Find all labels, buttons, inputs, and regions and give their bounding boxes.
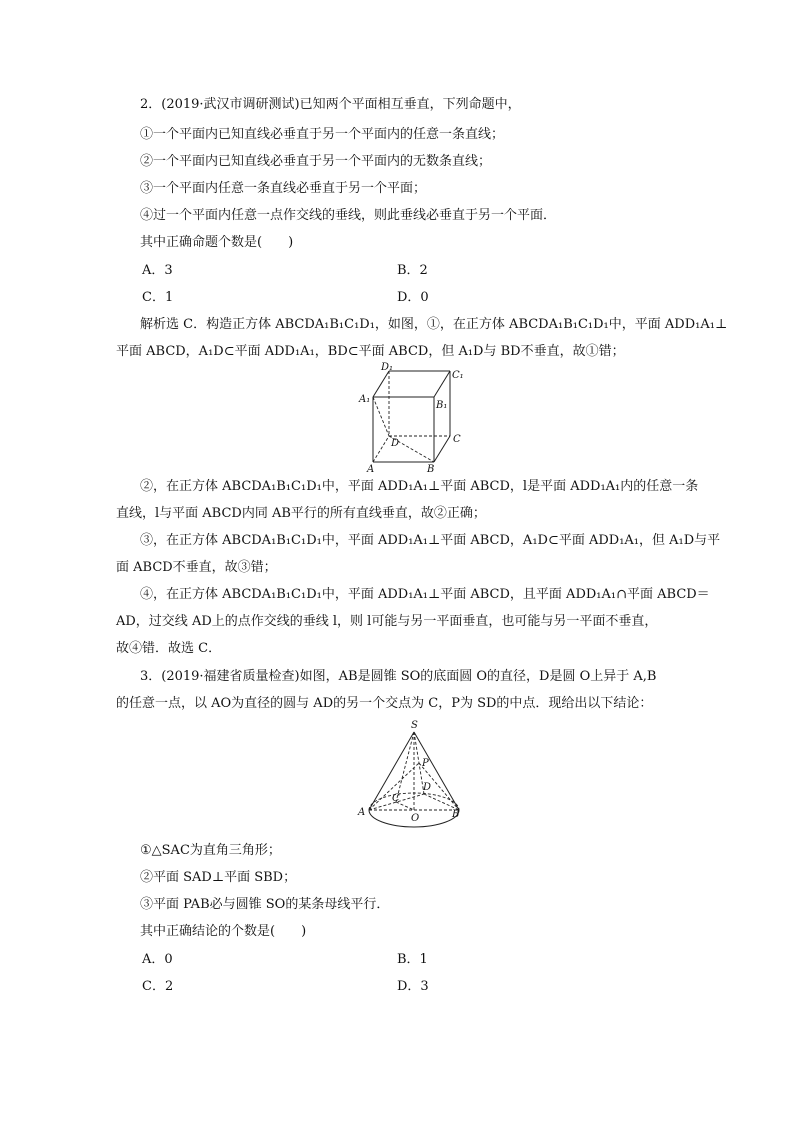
q2-choice-a: A．3 — [142, 263, 173, 278]
q3-item-1: ①△SAC为直角三角形； — [140, 843, 281, 858]
q2-item-1: ①一个平面内已知直线必垂直于另一个平面内的任意一条直线； — [140, 127, 505, 142]
q3-choice-b: B．1 — [397, 952, 428, 967]
q2-solution-line-9: 故④错．故选 C． — [116, 641, 222, 656]
cube-label-d: D — [391, 438, 400, 449]
cube-label-d1: D₁ — [381, 362, 394, 373]
cube-label-b: B — [427, 464, 435, 474]
cone-label-p: P — [422, 758, 429, 769]
cube-label-c: C — [453, 434, 461, 445]
q2-solution-line-2: 平面 ABCD，A₁D⊂平面 ADD₁A₁，BD⊂平面 ABCD，但 A₁D与 BD不垂直，故①错； — [116, 344, 625, 359]
q2-choice-d: D．0 — [397, 290, 429, 305]
q2-solution-line-1: 解析选 C．构造正方体 ABCDA₁B₁C₁D₁，如图，①，在正方体 ABCDA₁B₁C₁D₁中，平面 ADD₁A₁⊥ — [140, 317, 728, 332]
cone-figure — [354, 718, 466, 832]
cone-label-b: B — [452, 809, 460, 820]
q2-solution-line-6: 面 ABCD不垂直，故③错； — [116, 560, 277, 575]
cone-label-s: S — [411, 720, 418, 731]
q2-item-2: ②一个平面内已知直线必垂直于另一个平面内的无数条直线； — [140, 154, 492, 169]
cone-label-a: A — [358, 807, 366, 818]
q3-stem-line-1: 3．(2019·福建省质量检查)如图，AB是圆锥 SO的底面圆 O的直径，D是圆 O上异于 A,B — [140, 669, 657, 684]
q2-item-4: ④过一个平面内任意一点作交线的垂线，则此垂线必垂直于另一个平面． — [140, 208, 557, 223]
edge-ad — [373, 436, 389, 462]
cone-label-o: O — [411, 813, 420, 824]
q2-question: 其中正确命题个数是( ) — [140, 235, 294, 250]
q3-stem-line-2: 的任意一点，以 AO为直径的圆与 AD的另一个交点为 C，P为 SD的中点．现给出以下结论： — [116, 696, 653, 711]
q3-item-2: ②平面 SAD⊥平面 SBD； — [140, 870, 297, 885]
segment-sc — [396, 732, 414, 802]
q2-solution-line-8: AD，过交线 AD上的点作交线的垂线 l，则 l可能与另一平面垂直，也可能与另一平面不垂直， — [116, 614, 658, 629]
q2-solution-line-4: 直线，l与平面 ABCD内同 AB平行的所有直线垂直，故②正确； — [116, 506, 486, 521]
edge-a1d — [373, 397, 389, 436]
edge-bc — [434, 436, 450, 462]
q3-item-3: ③平面 PAB必与圆锥 SO的某条母线平行． — [140, 897, 390, 912]
q3-choice-a: A．0 — [142, 952, 173, 967]
cube-label-a1: A₁ — [359, 394, 371, 405]
q2-solution-line-5: ③，在正方体 ABCDA₁B₁C₁D₁中，平面 ADD₁A₁⊥平面 ABCD，A₁D⊂平面 ADD₁A₁，但 A₁D与平 — [140, 533, 721, 548]
cone-label-c: C — [392, 793, 400, 804]
q2-choice-c: C．1 — [142, 290, 174, 305]
cube-figure — [355, 362, 470, 474]
edge-d1a1 — [373, 371, 389, 397]
q2-solution-line-3: ②，在正方体 ABCDA₁B₁C₁D₁中，平面 ADD₁A₁⊥平面 ABCD，l是平面 ADD₁A₁内的任意一条 — [140, 479, 699, 494]
edge-c1b1 — [434, 371, 450, 397]
q2-choice-b: B．2 — [397, 263, 428, 278]
cube-label-a: A — [367, 464, 375, 474]
q3-choice-d: D．3 — [397, 979, 429, 994]
cone-label-d: D — [423, 782, 432, 793]
q2-solution-line-7: ④，在正方体 ABCDA₁B₁C₁D₁中，平面 ADD₁A₁⊥平面 ABCD，且平面 ADD₁A₁∩平面 ABCD＝ — [140, 587, 710, 602]
q2-stem: 2．(2019·武汉市调研测试)已知两个平面相互垂直，下列命题中， — [140, 97, 521, 112]
generatrix-sb — [414, 732, 459, 810]
cube-label-c1: C₁ — [452, 370, 464, 381]
q3-choice-c: C．2 — [142, 979, 174, 994]
q2-item-3: ③一个平面内任意一条直线必垂直于另一个平面； — [140, 181, 427, 196]
q3-question: 其中正确结论的个数是( ) — [140, 924, 307, 939]
cube-label-b1: B₁ — [436, 400, 448, 411]
